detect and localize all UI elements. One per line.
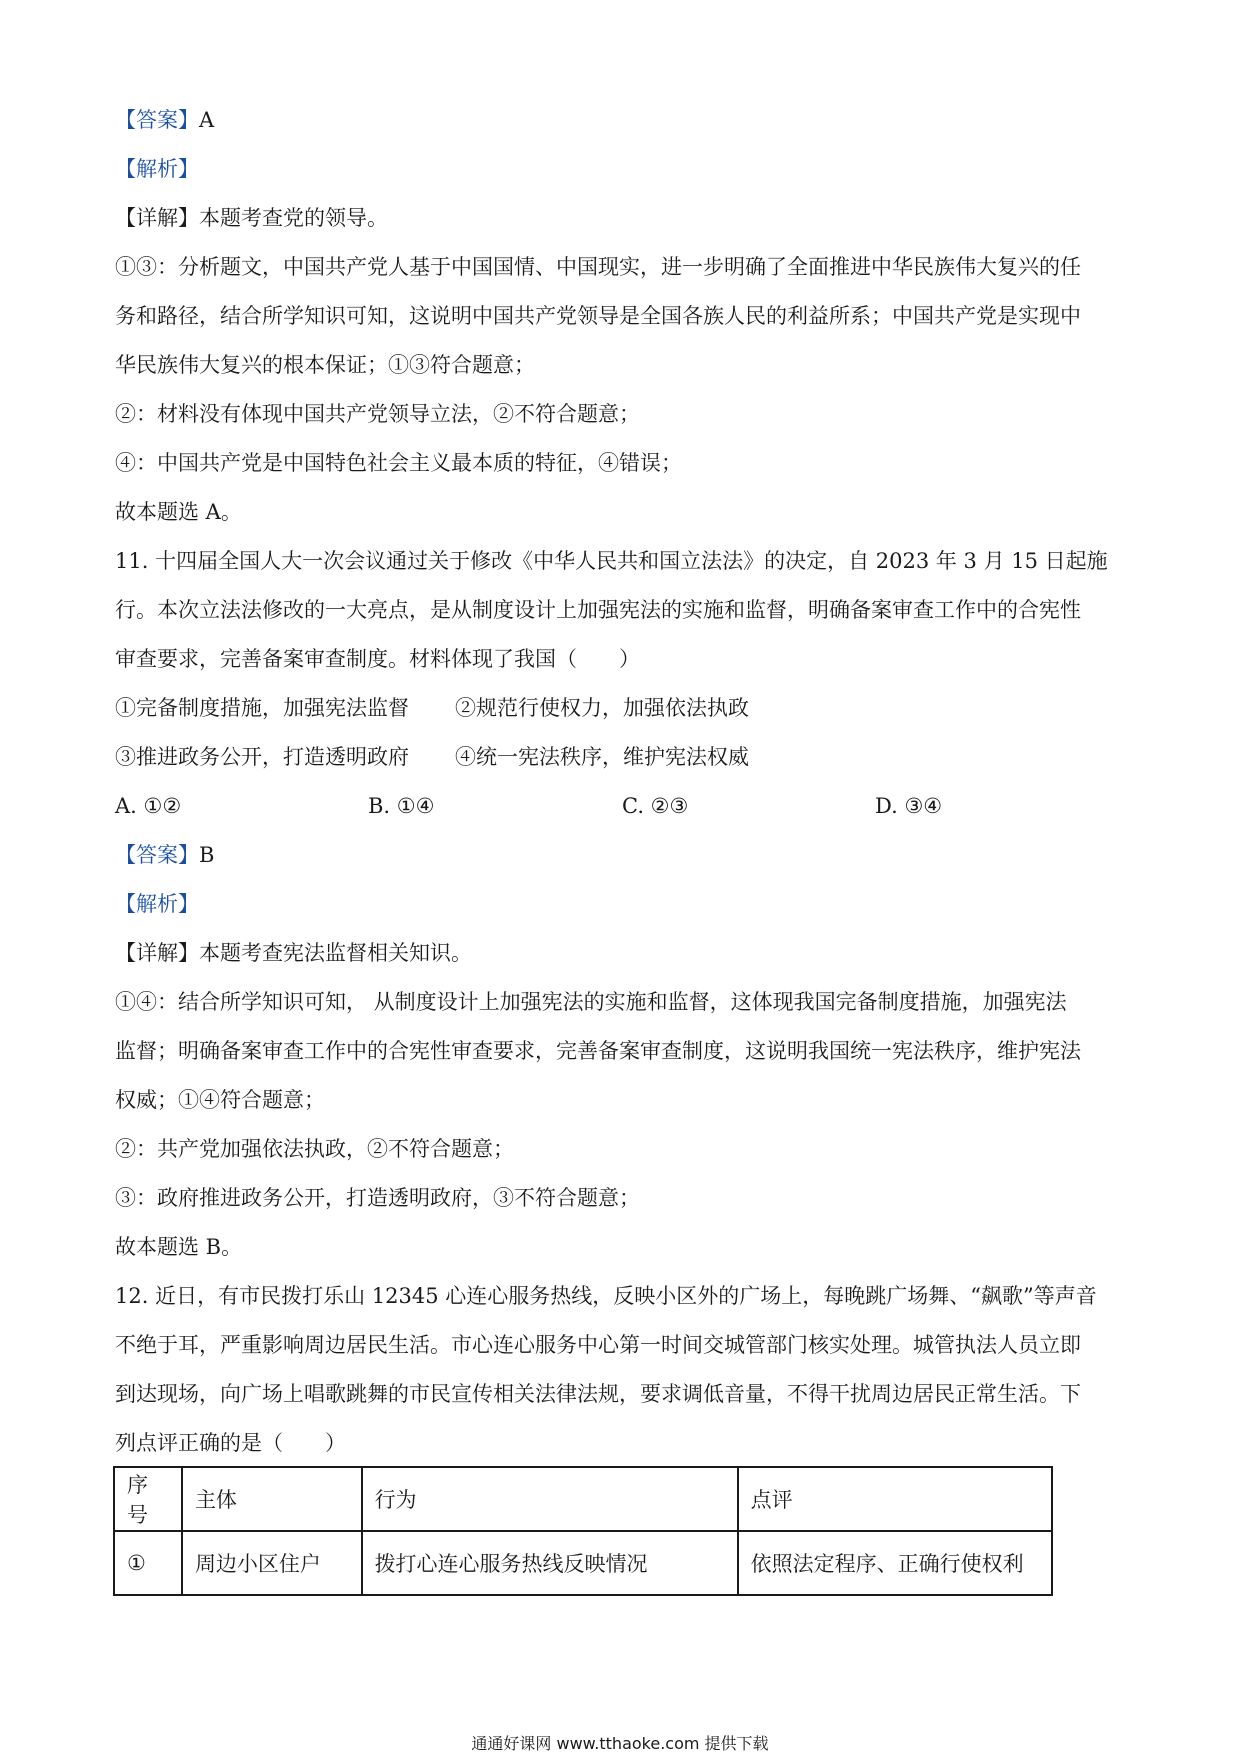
q12-stem-line: 列点评正确的是（ ） [115,1431,346,1455]
cell-subject: 周边小区住户 [182,1531,362,1595]
header-subject: 主体 [182,1467,362,1531]
q11-analysis-line: 权威；①④符合题意； [115,1088,325,1112]
q11-answer-line [115,841,1135,869]
q10-analysis-tag [115,155,1135,183]
cell-comment: 依照法定程序、正确行使权利 [738,1531,1052,1595]
q12-table [113,1466,1053,1596]
q11-analysis-line: ①④：结合所学知识可知， 从制度设计上加强宪法的实施和监督，这体现我国完备制度措施，加强宪法 [115,990,1067,1014]
option-d: D. ③④ [875,794,943,818]
q10-detail-line [115,204,1135,232]
option-b: B. ①④ [368,794,435,818]
q10-analysis-line: ④：中国共产党是中国特色社会主义最本质的特征，④错误； [115,451,682,475]
q12-stem-line: 12. 近日，有市民拨打乐山 12345 心连心服务热线，反映小区外的广场上，每晚跳广场舞、“飙歌”等声音 [115,1284,1097,1308]
detail-tag: 【详解】 [115,941,199,965]
header-index: 序号 [114,1467,182,1531]
answer-value: A [199,108,215,132]
q11-analysis-line: 监督；明确备案审查工作中的合宪性审查要求，完善备案审查制度，这说明我国统一宪法秩序，维护宪法 [115,1039,1081,1063]
q10-conclusion: 故本题选 A。 [115,500,242,524]
statement-item: ②规范行使权力，加强依法执政 [455,696,749,720]
q12-stem-line: 不绝于耳，严重影响周边居民生活。市心连心服务中心第一时间交城管部门核实处理。城管执法人员立即 [115,1333,1081,1357]
q11-stem-line: 11. 十四届全国人大一次会议通过关于修改《中华人民共和国立法法》的决定，自 2023 年 3 月 15 日起施 [115,549,1108,573]
option-a: A. ①② [115,794,182,818]
q10-analysis-line: ②：材料没有体现中国共产党领导立法，②不符合题意； [115,402,640,426]
q11-conclusion: 故本题选 B。 [115,1235,243,1259]
table-header-row [114,1467,1052,1531]
q12-stem-line: 到达现场，向广场上唱歌跳舞的市民宣传相关法律法规，要求调低音量，不得干扰周边居民正常生活。下 [115,1382,1081,1406]
detail-tag: 【详解】 [115,206,199,230]
statement-item: ①完备制度措施，加强宪法监督 [115,696,409,720]
q10-analysis-line: ①③：分析题文，中国共产党人基于中国国情、中国现实，进一步明确了全面推进中华民族伟大复兴的任 [115,255,1081,279]
q10-answer-line [115,106,1135,134]
cell-index: ① [114,1531,182,1595]
q11-detail-line [115,939,1135,967]
q10-analysis-line: 务和路径，结合所学知识可知，这说明中国共产党领导是全国各族人民的利益所系；中国共产党是实现中 [115,304,1081,328]
answer-value: B [199,843,215,867]
table-row [114,1531,1052,1595]
analysis-tag: 【解析】 [115,892,199,916]
q10-analysis-line: 华民族伟大复兴的根本保证；①③符合题意； [115,353,535,377]
answer-tag: 【答案】 [115,843,199,867]
q11-stem-line: 审查要求，完善备案审查制度。材料体现了我国（ ） [115,647,640,671]
header-action: 行为 [362,1467,738,1531]
answer-tag: 【答案】 [115,108,199,132]
detail-text: 本题考查宪法监督相关知识。 [199,941,472,965]
analysis-tag: 【解析】 [115,157,199,181]
cell-action: 拨打心连心服务热线反映情况 [362,1531,738,1595]
option-c: C. ②③ [622,794,689,818]
q11-analysis-tag [115,890,1135,918]
header-comment: 点评 [738,1467,1052,1531]
q11-analysis-line: ③：政府推进政务公开，打造透明政府，③不符合题意； [115,1186,640,1210]
q11-stem-line: 行。本次立法法修改的一大亮点，是从制度设计上加强宪法的实施和监督，明确备案审查工作中的合宪性 [115,598,1081,622]
page-footer: 通通好课网 www.tthaoke.com 提供下载 [471,1734,769,1753]
statement-item: ③推进政务公开，打造透明政府 [115,745,409,769]
detail-text: 本题考查党的领导。 [199,206,388,230]
statement-item: ④统一宪法秩序，维护宪法权威 [455,745,749,769]
q11-analysis-line: ②：共产党加强依法执政，②不符合题意； [115,1137,514,1161]
